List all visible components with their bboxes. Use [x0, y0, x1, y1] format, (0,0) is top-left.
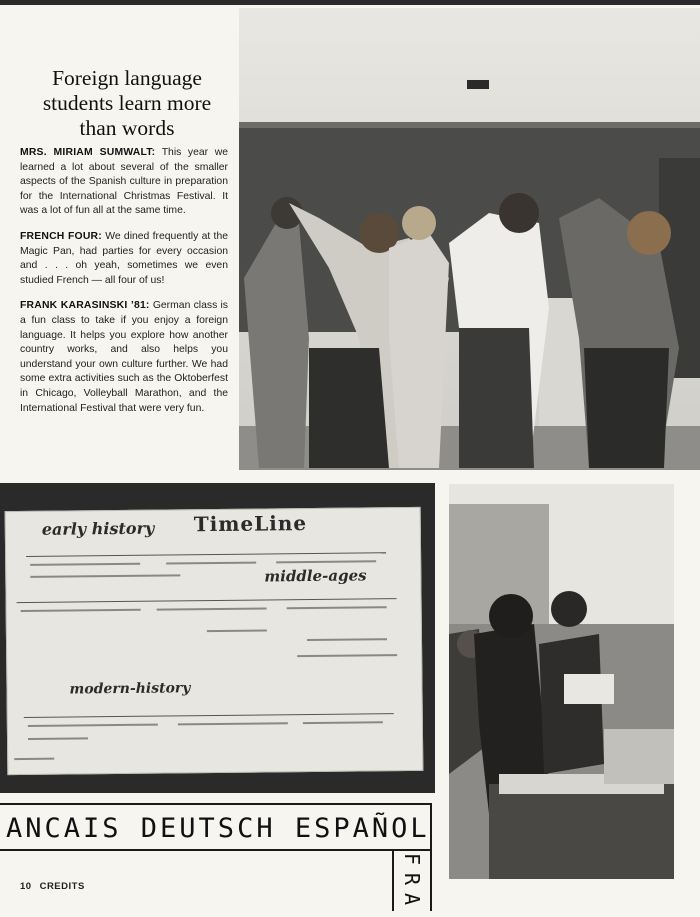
speaker-name: FRANK KARASINSKI ’81:: [20, 300, 150, 312]
poster-timeline-title: TimeLine: [193, 511, 308, 537]
banner-languages: ANCAIS DEUTSCH ESPAÑOL: [6, 813, 430, 844]
scribble: [28, 724, 158, 727]
photo-timeline-poster: [0, 483, 435, 793]
timeline-line: [24, 713, 394, 718]
poster-modern-history: modern-history: [69, 680, 191, 698]
quote-text: We dined frequently at the Magic Pan, had parties for every occasion and . . . oh yeah, sometimes we even studied French — all four of us!: [20, 230, 229, 286]
quote-text: This year we learned a lot about several of the smaller aspects of the Spanish culture in preparation for the International Christmas Festival. It was a lot of fun all at the same time.: [20, 147, 228, 217]
headline-line-3: than words: [79, 116, 175, 140]
scribble: [30, 563, 140, 566]
timeline-line: [26, 552, 386, 557]
quote-karasinski: [20, 299, 228, 416]
timeline-poster: [5, 507, 424, 775]
classroom-photo-illustration: [449, 484, 674, 879]
scribble: [297, 654, 397, 657]
scribble: [30, 574, 180, 578]
page-number: 10: [20, 881, 32, 892]
scribble: [287, 606, 387, 609]
photo-students-dancing: [239, 8, 700, 470]
banner-letter: A: [400, 892, 424, 906]
banner-vertical: [392, 849, 432, 911]
banner-letter: R: [400, 872, 424, 886]
dancing-photo-illustration: [239, 8, 700, 470]
poster-middle-ages: middle-ages: [264, 566, 367, 586]
timeline-line: [17, 598, 397, 603]
article-headline: [20, 66, 234, 141]
speaker-name: FRENCH FOUR:: [20, 230, 102, 242]
language-banner: [0, 803, 432, 851]
scribble: [178, 722, 288, 725]
quote-french-four: [20, 230, 228, 288]
scribble: [307, 638, 387, 641]
section-name: CREDITS: [39, 881, 85, 892]
quote-text: German class is a fun class to take if you enjoy a foreign language. It helps you explore how another country works, and also helps you understand your own culture further. We had some extra activities such as the Oktoberfest in Chicago, Volleyball Marathon, and the International Festival that were very fun.: [20, 300, 228, 414]
article-body: [20, 146, 228, 427]
scribble: [207, 629, 267, 632]
scribble: [14, 758, 54, 760]
quote-sumwalt: [20, 146, 228, 219]
scribble: [157, 607, 267, 610]
headline-line-1: Foreign language: [52, 66, 202, 90]
scribble: [276, 560, 376, 563]
page-footer: [20, 881, 85, 892]
poster-early-history: early history: [41, 518, 155, 539]
top-rule: [0, 0, 700, 5]
scribble: [303, 721, 383, 724]
scribble: [166, 562, 256, 565]
banner-letter: F: [400, 852, 424, 866]
speaker-name: MRS. MIRIAM SUMWALT:: [20, 147, 156, 158]
scribble: [21, 609, 141, 612]
headline-line-2: students learn more: [42, 91, 212, 115]
scribble: [28, 737, 88, 740]
photo-classroom: [449, 484, 674, 879]
